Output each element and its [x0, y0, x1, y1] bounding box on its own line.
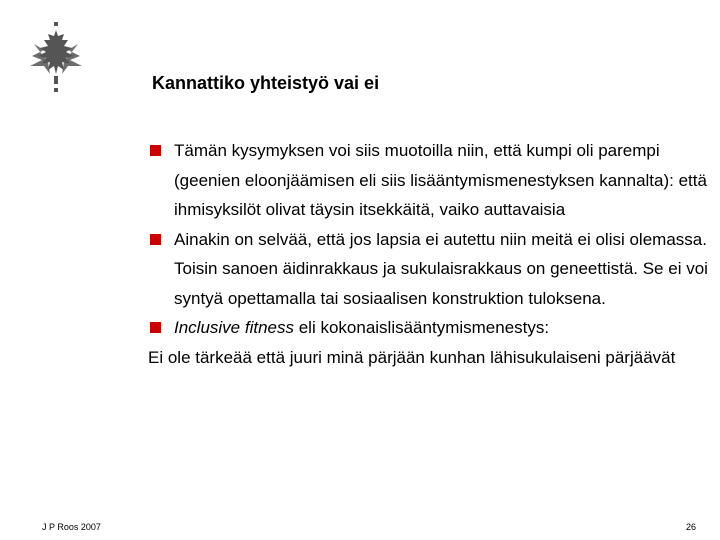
bullet-item	[148, 136, 708, 225]
logo-dot	[54, 88, 58, 92]
bullet-text: Ainakin on selvää, että jos lapsia ei autettu niin meitä ei olisi olemassa. Toisin sanoen äidinrakkaus ja sukulaisrakkaus on geneettistä. Se ei voi syntyä opettamalla tai sosiaalisen konstruktion tuloksena.	[174, 229, 708, 308]
logo-stem	[54, 76, 58, 84]
bullet-text: eli kokonaislisääntymismenestys:	[294, 318, 550, 337]
square-bullet-icon	[150, 322, 161, 333]
logo-emblem	[38, 30, 74, 74]
continuation-text: Ei ole tärkeää että juuri minä pärjään kunhan lähisukulaiseni pärjäävät	[148, 347, 676, 367]
bullet-text: Tämän kysymyksen voi siis muotoilla niin, että kumpi oli parempi (geenien eloonjäämisen eli siis lisääntymismenestyksen kannalta): että ihmisyksilöt olivat täysin itsekkäitä, vaiko auttavaisia	[174, 141, 707, 219]
square-bullet-icon	[150, 145, 161, 156]
bullet-item	[148, 225, 708, 314]
bullet-item	[148, 313, 708, 343]
logo-dot	[54, 22, 58, 26]
bullet-italic-term: Inclusive fitness	[174, 318, 294, 337]
university-logo	[24, 22, 88, 94]
slide-content	[148, 136, 708, 372]
footer-author: J P Roos 2007	[42, 522, 101, 532]
page-number: 26	[685, 522, 696, 532]
slide-title: Kannattiko yhteistyö vai ei	[152, 73, 380, 93]
square-bullet-icon	[150, 234, 161, 245]
